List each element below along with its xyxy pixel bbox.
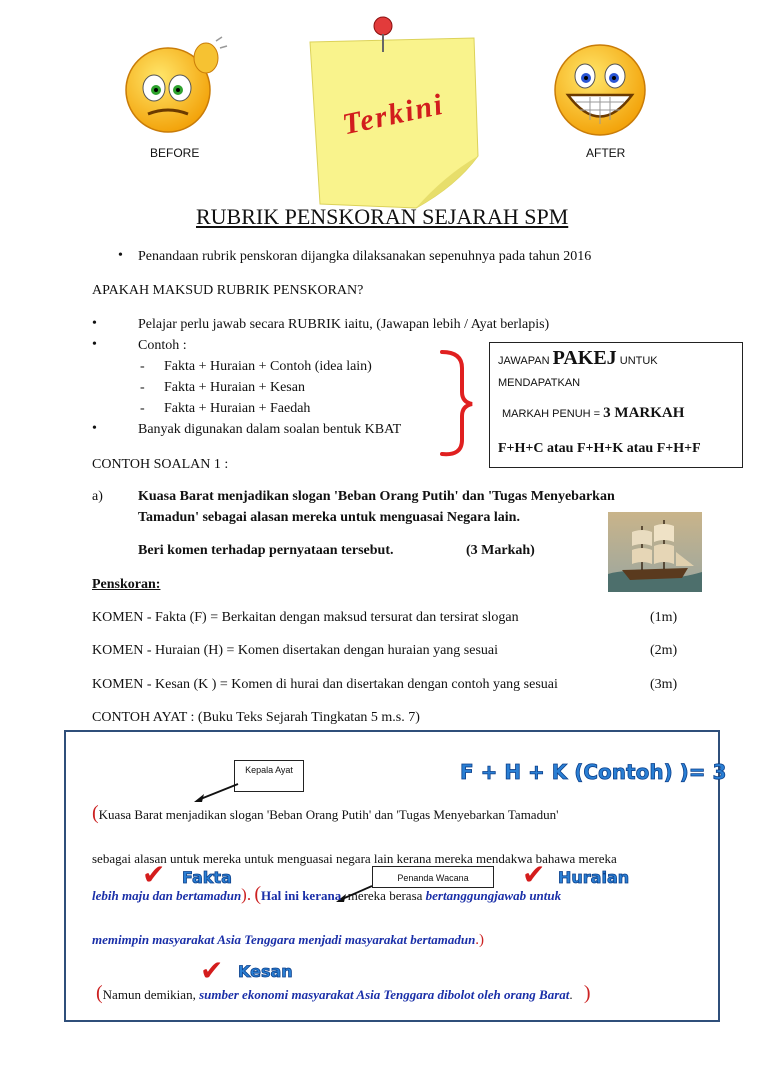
intro-bullet-dot: •: [118, 248, 123, 263]
sub-item: Fakta + Huraian + Faedah: [164, 401, 311, 416]
answer-box-line2: MENDAPATKAN: [498, 377, 581, 389]
question-line: Beri komen terhadap pernyataan tersebut.: [138, 543, 394, 558]
sub-dash: -: [140, 359, 145, 374]
bullet-kbat: Banyak digunakan dalam soalan bentuk KBAT: [138, 422, 402, 437]
page-title: RUBRIK PENSKORAN SEJARAH SPM: [196, 204, 569, 229]
scoring-mark: (1m): [650, 610, 678, 625]
open-paren: (: [96, 982, 103, 1004]
open-paren: (: [254, 883, 262, 905]
scoring-row: KOMEN - Kesan (K ) = Komen di hurai dan disertakan dengan contoh yang sesuai: [92, 677, 558, 692]
fact-text: lebih maju dan bertamadun: [92, 888, 242, 903]
close-paren: .): [475, 932, 485, 948]
fakta-tag: Fakta: [182, 868, 232, 887]
bullet-contoh: Contoh :: [138, 338, 187, 353]
sub-dash: -: [140, 401, 145, 416]
namun-demikian: Namun demikian,: [102, 987, 196, 1002]
question-marks: (3 Markah): [466, 543, 535, 558]
question-line: Tamadun' sebagai alasan mereka untuk menguasai Negara lain.: [138, 510, 520, 525]
checkmark-icon: ✔: [522, 858, 546, 891]
kesan-tag: Kesan: [238, 962, 293, 981]
huraian-text: memimpin masyarakat Asia Tenggara menjadi masyarakat bertamadun: [92, 932, 476, 947]
answer-box-markah: 3 MARKAH: [603, 405, 685, 421]
huraian-tag: Huraian: [558, 868, 630, 887]
example-heading: CONTOH SOALAN 1 :: [92, 457, 229, 472]
question-heading: APAKAH MAKSUD RUBRIK PENSKORAN?: [92, 283, 364, 298]
penanda-wacana-callout: Penanda Wacana: [372, 866, 494, 888]
huraian-text: bertanggungjawab untuk: [425, 888, 562, 903]
sub-item: Fakta + Huraian + Kesan: [164, 380, 305, 395]
confused-emoji-icon: [118, 36, 228, 136]
question-label: a): [92, 489, 103, 504]
pushpin-icon: [368, 14, 398, 54]
open-paren: (: [92, 802, 99, 824]
sailing-ship-image: [608, 512, 702, 592]
scoring-row: KOMEN - Huraian (H) = Komen disertakan dengan huraian yang sesuai: [92, 643, 498, 658]
sticky-note-text: Terkini: [339, 87, 448, 142]
intro-bullet: Penandaan rubrik penskoran dijangka dilaksanakan sepenuhnya pada tahun 2016: [138, 249, 592, 264]
curly-brace-icon: [436, 348, 476, 458]
scoring-mark: (3m): [650, 677, 678, 692]
answer-box-label: MARKAH PENUH =: [502, 408, 601, 420]
penskoran-heading: Penskoran:: [92, 577, 161, 592]
answer-box: [489, 342, 743, 468]
answer-box-label: UNTUK: [619, 355, 658, 367]
answer-box-pakej: PAKEJ: [552, 347, 617, 369]
grinning-emoji-icon: [550, 40, 650, 140]
bullet-rubrik: Pelajar perlu jawab secara RUBRIK iaitu, (Jawapan lebih / Ayat berlapis): [138, 317, 550, 332]
bullet-dot: •: [92, 421, 97, 436]
answer-text: , mereka berasa: [341, 888, 426, 903]
after-label: AFTER: [586, 146, 626, 160]
close-paren: ): [583, 982, 591, 1004]
checkmark-icon: ✔: [200, 954, 224, 987]
answer-line: Kuasa Barat menjadikan slogan 'Beban Orang Putih' dan 'Tugas Menyebarkan Tamadun': [98, 807, 559, 822]
bullet-dot: •: [92, 316, 97, 331]
hal-ini-kerana: Hal ini kerana: [261, 888, 342, 903]
checkmark-icon: ✔: [142, 858, 166, 891]
question-line: Kuasa Barat menjadikan slogan 'Beban Orang Putih' dan 'Tugas Menyebarkan: [138, 489, 615, 504]
contoh-ayat-heading: CONTOH AYAT : (Buku Teks Sejarah Tingkatan 5 m.s. 7): [92, 710, 420, 725]
sub-item: Fakta + Huraian + Contoh (idea lain): [164, 359, 372, 374]
formula-label: F + H + K (Contoh) )= 3: [460, 760, 727, 784]
scoring-mark: (2m): [650, 643, 678, 658]
answer-box-formula: F+H+C atau F+H+K atau F+H+F: [498, 441, 701, 456]
bullet-dot: •: [92, 337, 97, 352]
answer-line: sebagai alasan untuk mereka untuk menguasai negara lain kerana mereka mendakwa bahawa mereka: [92, 851, 617, 866]
kepala-ayat-callout: Kepala Ayat: [234, 760, 304, 792]
before-label: BEFORE: [150, 146, 200, 160]
sticky-note: [306, 36, 476, 196]
close-paren: ).: [241, 885, 252, 904]
answer-text: .: [569, 987, 573, 1002]
sub-dash: -: [140, 380, 145, 395]
scoring-row: KOMEN - Fakta (F) = Berkaitan dengan maksud tersurat dan tersirat slogan: [92, 610, 519, 625]
kesan-text: sumber ekonomi masyarakat Asia Tenggara dibolot oleh orang Barat: [199, 987, 570, 1002]
answer-box-label: JAWAPAN: [498, 355, 550, 367]
